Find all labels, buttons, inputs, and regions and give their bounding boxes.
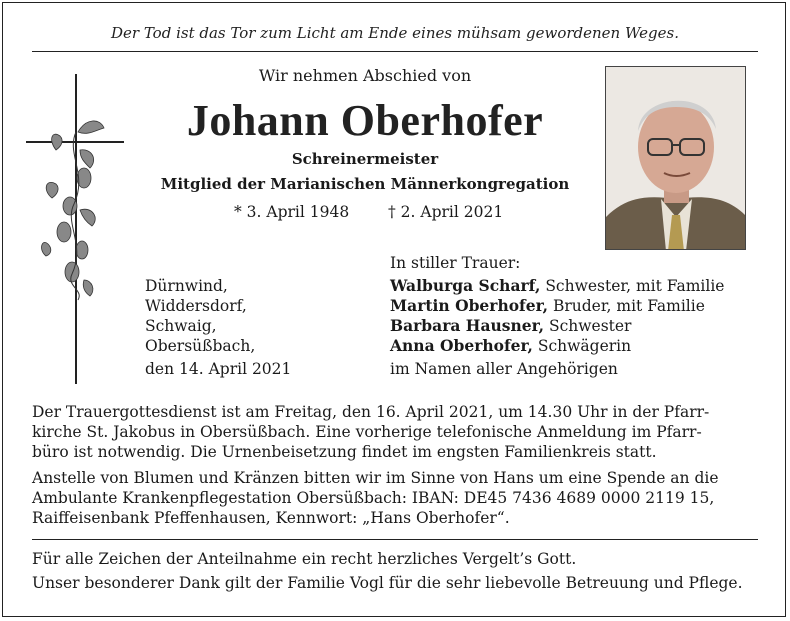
deceased-name: Johann Oberhofer xyxy=(186,96,544,145)
notice-date: den 14. April 2021 xyxy=(145,360,292,378)
mourning-heading: In stiller Trauer: xyxy=(390,254,521,272)
place: Schwaig, xyxy=(145,317,217,335)
mourner-entry xyxy=(390,316,724,336)
text-line: Der Trauergottesdienst ist am Freitag, den 16. April 2021, um 14.30 Uhr in der Pfarr- xyxy=(32,403,710,421)
service-paragraph xyxy=(32,402,758,462)
text-line: Anstelle von Blumen und Kränzen bitten wir im Sinne von Hans um eine Spende an die xyxy=(32,469,719,487)
mourner-entry xyxy=(390,276,724,296)
motto: Der Tod ist das Tor zum Licht am Ende eines mühsam gewordenen Weges. xyxy=(111,24,679,42)
death-date: † 2. April 2021 xyxy=(388,203,504,221)
closing-line: im Namen aller Angehörigen xyxy=(390,360,618,378)
mourner-name: Anna Oberhofer, xyxy=(390,336,533,355)
thanks-line: Unser besonderer Dank gilt der Familie Vogl für die sehr liebevolle Betreuung und Pflege. xyxy=(32,574,743,592)
text-line: kirche St. Jakobus in Obersüßbach. Eine vorherige telefonische Anmeldung im Pfarr- xyxy=(32,423,702,441)
text-line: Raiffeisenbank Pfeffenhausen, Kennwort: „Hans Oberhofer“. xyxy=(32,509,510,527)
thanks-line: Für alle Zeichen der Anteilnahme ein recht herzliches Vergelt’s Gott. xyxy=(32,550,577,568)
mourner-entry xyxy=(390,336,724,356)
mourner-relation: Schwester xyxy=(544,317,632,335)
mourner-name: Barbara Hausner, xyxy=(390,316,545,335)
cross-with-hops-icon xyxy=(26,74,146,384)
mourner-name: Martin Oberhofer, xyxy=(390,296,549,315)
top-divider xyxy=(32,51,758,52)
place: Obersüßbach, xyxy=(145,337,256,355)
birth-date: * 3. April 1948 xyxy=(234,203,350,221)
mourner-relation: Bruder, mit Familie xyxy=(548,297,705,315)
place: Dürnwind, xyxy=(145,277,228,295)
text-line: büro ist notwendig. Die Urnenbeisetzung findet im engsten Familienkreis statt. xyxy=(32,443,657,461)
mourner-name: Walburga Scharf, xyxy=(390,276,541,295)
mourner-relation: Schwester, mit Familie xyxy=(540,277,725,295)
places-list xyxy=(145,276,255,356)
occupation: Schreinermeister xyxy=(291,150,439,168)
place: Widdersdorf, xyxy=(145,297,247,315)
farewell-intro: Wir nehmen Abschied von xyxy=(258,66,472,85)
mourner-relation: Schwägerin xyxy=(532,337,632,355)
mourner-entry xyxy=(390,296,724,316)
text-line: Ambulante Krankenpflegestation Obersüßbach: IBAN: DE45 7436 4689 0000 2119 15, xyxy=(32,489,715,507)
mourners-list xyxy=(390,276,724,356)
portrait-photo xyxy=(605,66,746,250)
bottom-divider xyxy=(32,539,758,540)
membership: Mitglied der Marianischen Männerkongregation xyxy=(160,175,570,193)
donation-paragraph xyxy=(32,468,758,528)
